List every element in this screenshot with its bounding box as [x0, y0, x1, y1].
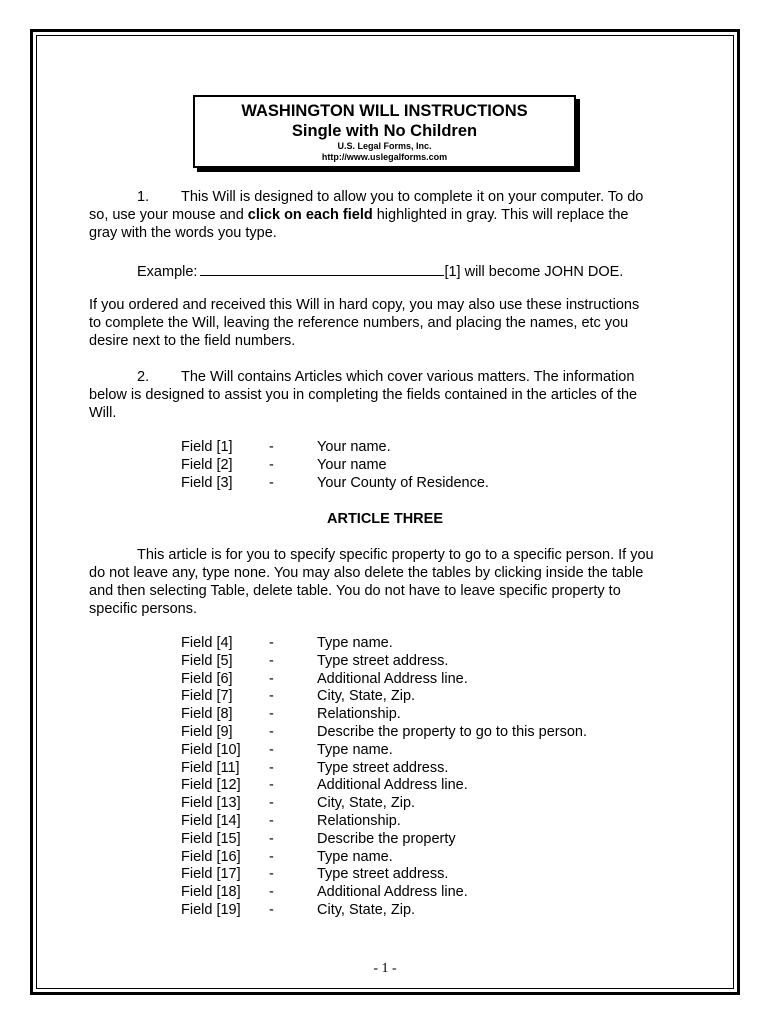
field-label: Field [10] [181, 741, 241, 758]
field-description: City, State, Zip. [317, 901, 416, 918]
paragraph-2-line-3: Will. [89, 405, 117, 421]
field-dash: - [269, 866, 274, 883]
field-label: Field [16] [181, 848, 241, 865]
field-dash: - [269, 456, 274, 473]
article-three-line-2: do not leave any, type none. You may also delete the tables by clicking inside the table [89, 565, 644, 581]
field-description: City, State, Zip. [317, 795, 416, 812]
field-row [181, 884, 587, 902]
field-list-1 [181, 439, 489, 492]
field-dash: - [269, 723, 274, 740]
paragraph-2 [89, 368, 689, 422]
paragraph-1-number: 1. [137, 189, 150, 205]
field-dash: - [269, 777, 274, 794]
field-dash: - [269, 670, 274, 687]
field-description: Type street address. [317, 652, 449, 669]
field-label: Field [11] [181, 759, 240, 776]
field-dash: - [269, 688, 274, 705]
field-label: Field [14] [181, 812, 241, 829]
field-row [181, 849, 587, 867]
field-description: Relationship. [317, 812, 401, 829]
field-dash: - [269, 759, 274, 776]
field-dash: - [269, 830, 274, 847]
article-three-paragraph [89, 546, 689, 618]
field-dash: - [269, 439, 274, 455]
field-label: Field [19] [181, 901, 241, 918]
field-row [181, 439, 489, 457]
field-label: Field [13] [181, 795, 241, 812]
field-label: Field [3] [181, 474, 233, 491]
field-label: Field [15] [181, 830, 241, 847]
field-label: Field [2] [181, 456, 233, 473]
field-label: Field [6] [181, 670, 233, 687]
document-title: WASHINGTON WILL INSTRUCTIONS [241, 102, 528, 120]
field-dash: - [269, 884, 274, 901]
title-box [193, 95, 576, 168]
hardcopy-line-1: If you ordered and received this Will in hard copy, you may also use these instructions [89, 297, 640, 313]
field-description: Describe the property [317, 830, 456, 847]
paragraph-1-bold: click on each field [247, 207, 373, 223]
field-row [181, 688, 587, 706]
field-row [181, 777, 587, 795]
field-row [181, 813, 587, 831]
paragraph-2-line-2: below is designed to assist you in completing the fields contained in the articles of the [89, 387, 638, 403]
field-description: Your name. [317, 439, 391, 455]
field-list-2 [181, 635, 587, 920]
page-number: - 1 - [373, 961, 397, 976]
paragraph-1-line-1: This Will is designed to allow you to complete it on your computer. To do [181, 189, 644, 205]
field-dash: - [269, 901, 274, 918]
field-row [181, 635, 587, 653]
field-row [181, 724, 587, 742]
field-dash: - [269, 848, 274, 865]
field-description: Type street address. [317, 759, 449, 776]
field-description: Type street address. [317, 866, 449, 883]
field-row [181, 831, 587, 849]
field-row [181, 760, 587, 778]
field-description: Type name. [317, 635, 393, 651]
article-three-line-3: and then selecting Table, delete table. You do not have to leave specific property to [89, 583, 621, 599]
field-dash: - [269, 812, 274, 829]
field-row [181, 475, 489, 493]
field-description: Relationship. [317, 706, 401, 723]
field-row [181, 653, 587, 671]
publisher-name: U.S. Legal Forms, Inc. [337, 141, 432, 151]
field-label: Field [8] [181, 706, 233, 723]
field-description: City, State, Zip. [317, 688, 416, 705]
field-description: Describe the property to go to this person. [317, 723, 588, 740]
hardcopy-line-2: to complete the Will, leaving the reference numbers, and placing the names, etc you [89, 315, 629, 331]
field-dash: - [269, 652, 274, 669]
field-dash: - [269, 795, 274, 812]
field-label: Field [9] [181, 723, 233, 740]
field-label: Field [1] [181, 439, 233, 455]
hardcopy-line-3: desire next to the field numbers. [89, 333, 296, 349]
field-description: Your County of Residence. [317, 474, 489, 491]
paragraph-1-line-2b: highlighted in gray. This will replace the [372, 207, 629, 223]
field-row [181, 795, 587, 813]
field-row [181, 671, 587, 689]
field-row [181, 902, 587, 920]
paragraph-1-line-2a: so, use your mouse and [89, 207, 248, 223]
field-description: Type name. [317, 848, 393, 865]
example-blank-field[interactable] [200, 261, 444, 276]
field-row [181, 457, 489, 475]
field-description: Additional Address line. [317, 777, 468, 794]
field-label: Field [12] [181, 777, 241, 794]
example-suffix: [1] will become JOHN DOE. [444, 264, 624, 280]
field-label: Field [17] [181, 866, 241, 883]
field-description: Your name [317, 456, 387, 473]
field-dash: - [269, 741, 274, 758]
field-row [181, 742, 587, 760]
field-row [181, 706, 587, 724]
article-three-heading: ARTICLE THREE [327, 511, 443, 527]
publisher-url[interactable]: http://www.uslegalforms.com [321, 152, 448, 162]
field-label: Field [18] [181, 884, 241, 901]
field-description: Additional Address line. [317, 884, 468, 901]
field-dash: - [269, 635, 274, 651]
paragraph-2-line-1: The Will contains Articles which cover various matters. The information [181, 369, 635, 385]
article-three-line-1: This article is for you to specify specific property to go to a specific person. If you [137, 547, 654, 563]
field-label: Field [4] [181, 635, 233, 651]
field-label: Field [7] [181, 688, 233, 705]
field-dash: - [269, 474, 274, 491]
field-row [181, 866, 587, 884]
document-subtitle: Single with No Children [291, 122, 478, 140]
example-label: Example: [137, 264, 198, 280]
paragraph-1 [89, 188, 689, 242]
paragraph-hardcopy [89, 296, 689, 350]
paragraph-1-line-3: gray with the words you type. [89, 225, 277, 241]
field-dash: - [269, 706, 274, 723]
paragraph-2-number: 2. [137, 369, 150, 385]
field-description: Additional Address line. [317, 670, 468, 687]
field-description: Type name. [317, 741, 393, 758]
example-line [89, 261, 689, 281]
field-label: Field [5] [181, 652, 233, 669]
article-three-line-4: specific persons. [89, 601, 197, 617]
